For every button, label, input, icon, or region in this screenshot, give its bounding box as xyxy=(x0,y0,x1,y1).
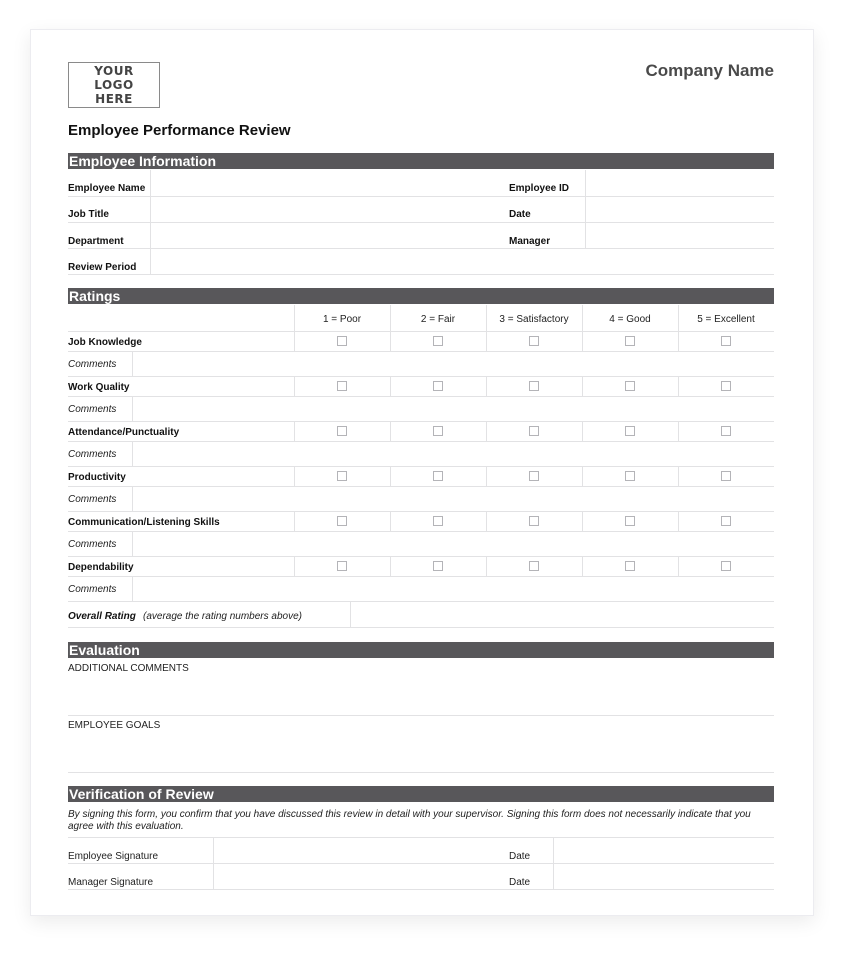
rating-checkbox[interactable] xyxy=(529,516,539,526)
ratings-column-divider xyxy=(390,466,391,486)
rating-checkbox[interactable] xyxy=(337,336,347,346)
rating-checkbox[interactable] xyxy=(433,426,443,436)
ratings-column-divider xyxy=(582,511,583,531)
ratings-column-divider xyxy=(678,556,679,576)
ratings-row-divider xyxy=(68,601,774,602)
comments-field[interactable] xyxy=(132,486,133,511)
info-row-divider xyxy=(68,196,774,197)
rating-checkbox[interactable] xyxy=(337,426,347,436)
ratings-column-divider xyxy=(678,511,679,531)
form-title: Employee Performance Review xyxy=(68,122,291,139)
manager-signature-label: Manager Signature xyxy=(68,877,154,888)
criterion-label: Attendance/Punctuality xyxy=(68,427,180,438)
criterion-label: Dependability xyxy=(68,562,134,573)
section-header-ratings: Ratings xyxy=(68,288,774,304)
rating-checkbox[interactable] xyxy=(721,516,731,526)
rating-checkbox[interactable] xyxy=(529,336,539,346)
manager-signature-date-label: Date xyxy=(509,877,531,888)
employee-signature-label: Employee Signature xyxy=(68,851,159,862)
ratings-column-divider xyxy=(294,331,295,351)
department-label: Department xyxy=(68,236,124,247)
ratings-row-divider xyxy=(68,351,774,352)
ratings-column-divider xyxy=(486,421,487,441)
ratings-row-divider xyxy=(68,441,774,442)
logo-placeholder xyxy=(68,62,160,108)
comments-label: Comments xyxy=(68,494,117,505)
ratings-column-divider xyxy=(390,331,391,351)
rating-checkbox[interactable] xyxy=(625,426,635,436)
ratings-column-divider xyxy=(486,556,487,576)
ratings-column-divider xyxy=(486,376,487,396)
ratings-column-divider xyxy=(582,376,583,396)
comments-label: Comments xyxy=(68,584,117,595)
rating-checkbox[interactable] xyxy=(529,561,539,571)
ratings-column-divider xyxy=(390,305,391,331)
rating-checkbox[interactable] xyxy=(337,561,347,571)
signature-row-divider xyxy=(68,889,774,890)
ratings-row-divider xyxy=(68,531,774,532)
signature-row-divider xyxy=(68,837,774,838)
overall-rating-note: (average the rating numbers above) xyxy=(143,611,302,622)
ratings-column-divider xyxy=(486,466,487,486)
rating-checkbox[interactable] xyxy=(625,516,635,526)
section-header-verification: Verification of Review xyxy=(68,786,774,802)
comments-label: Comments xyxy=(68,404,117,415)
manager-label: Manager xyxy=(509,236,551,247)
ratings-column-divider xyxy=(294,466,295,486)
info-row-divider xyxy=(68,222,774,223)
ratings-column-divider xyxy=(678,331,679,351)
criterion-label: Job Knowledge xyxy=(68,337,142,348)
ratings-column-divider xyxy=(294,556,295,576)
criterion-label: Productivity xyxy=(68,472,126,483)
rating-checkbox[interactable] xyxy=(337,471,347,481)
comments-field[interactable] xyxy=(132,531,133,556)
ratings-column-divider xyxy=(390,376,391,396)
ratings-column-divider xyxy=(294,376,295,396)
ratings-column-divider xyxy=(582,556,583,576)
employee-id-field[interactable] xyxy=(585,170,586,248)
additional-comments-label: ADDITIONAL COMMENTS xyxy=(68,663,189,674)
employee-name-field[interactable] xyxy=(150,170,151,274)
comments-field[interactable] xyxy=(132,396,133,421)
rating-checkbox[interactable] xyxy=(721,336,731,346)
comments-field[interactable] xyxy=(132,576,133,601)
criterion-label: Communication/Listening Skills xyxy=(68,517,220,528)
employee-name-label: Employee Name xyxy=(68,183,146,194)
ratings-column-divider xyxy=(294,305,295,331)
info-row-divider xyxy=(68,274,774,275)
rating-checkbox[interactable] xyxy=(433,561,443,571)
rating-checkbox[interactable] xyxy=(721,381,731,391)
employee-goals-field[interactable] xyxy=(68,772,774,773)
ratings-column-divider xyxy=(678,376,679,396)
ratings-column-divider xyxy=(390,421,391,441)
ratings-column-divider xyxy=(294,421,295,441)
ratings-column-divider xyxy=(582,421,583,441)
ratings-column-divider xyxy=(582,466,583,486)
rating-scale-header: 3 = Satisfactory xyxy=(499,314,569,325)
comments-label: Comments xyxy=(68,359,117,370)
overall-rating-label: Overall Rating xyxy=(68,611,136,622)
ratings-row-divider xyxy=(68,331,774,332)
rating-checkbox[interactable] xyxy=(433,516,443,526)
rating-checkbox[interactable] xyxy=(433,471,443,481)
rating-checkbox[interactable] xyxy=(625,561,635,571)
rating-scale-header: 5 = Excellent xyxy=(697,314,755,325)
verification-statement: By signing this form, you confirm that you have discussed this review in detail with your supervisor. Signing this form does not necessarily indicate that you agree with this evaluation. xyxy=(68,809,751,832)
comments-field[interactable] xyxy=(132,351,133,376)
ratings-row-divider xyxy=(68,396,774,397)
ratings-column-divider xyxy=(294,511,295,531)
date-label: Date xyxy=(509,209,531,220)
job-title-label: Job Title xyxy=(68,209,109,220)
comments-field[interactable] xyxy=(132,441,133,466)
ratings-column-divider xyxy=(582,305,583,331)
rating-checkbox[interactable] xyxy=(625,381,635,391)
ratings-row-divider xyxy=(68,466,774,467)
employee-id-label: Employee ID xyxy=(509,183,570,194)
logo-text: YOUR LOGO HERE xyxy=(94,64,134,106)
rating-scale-header: 2 = Fair xyxy=(420,314,456,325)
ratings-row-divider xyxy=(68,486,774,487)
rating-checkbox[interactable] xyxy=(721,426,731,436)
ratings-row-divider xyxy=(68,511,774,512)
overall-rating-field[interactable] xyxy=(350,601,351,627)
ratings-column-divider xyxy=(582,331,583,351)
criterion-label: Work Quality xyxy=(68,382,130,393)
signature-date-field[interactable] xyxy=(553,837,554,889)
company-name: Company Name xyxy=(645,61,774,80)
ratings-column-divider xyxy=(486,511,487,531)
ratings-column-divider xyxy=(678,466,679,486)
additional-comments-field[interactable] xyxy=(68,715,774,716)
info-row-divider xyxy=(68,248,774,249)
rating-checkbox[interactable] xyxy=(529,426,539,436)
signature-row-divider xyxy=(68,863,774,864)
section-header-evaluation: Evaluation xyxy=(68,642,774,658)
comments-label: Comments xyxy=(68,539,117,550)
rating-checkbox[interactable] xyxy=(625,336,635,346)
signature-field[interactable] xyxy=(213,837,214,889)
rating-checkbox[interactable] xyxy=(529,381,539,391)
ratings-column-divider xyxy=(678,305,679,331)
ratings-column-divider xyxy=(390,556,391,576)
rating-checkbox[interactable] xyxy=(433,381,443,391)
ratings-column-divider xyxy=(486,331,487,351)
ratings-row-divider xyxy=(68,421,774,422)
rating-checkbox[interactable] xyxy=(625,471,635,481)
rating-checkbox[interactable] xyxy=(721,561,731,571)
rating-checkbox[interactable] xyxy=(721,471,731,481)
employee-goals-label: EMPLOYEE GOALS xyxy=(68,720,161,731)
ratings-column-divider xyxy=(678,421,679,441)
rating-scale-header: 4 = Good xyxy=(609,314,651,325)
rating-checkbox[interactable] xyxy=(337,516,347,526)
comments-label: Comments xyxy=(68,449,117,460)
ratings-row-divider xyxy=(68,576,774,577)
ratings-row-divider xyxy=(68,376,774,377)
ratings-column-divider xyxy=(486,305,487,331)
rating-checkbox[interactable] xyxy=(337,381,347,391)
ratings-row-divider xyxy=(68,627,774,628)
ratings-column-divider xyxy=(390,511,391,531)
rating-checkbox[interactable] xyxy=(433,336,443,346)
rating-checkbox[interactable] xyxy=(529,471,539,481)
section-header-employee-info: Employee Information xyxy=(68,153,774,169)
employee-signature-date-label: Date xyxy=(509,851,531,862)
review-period-label: Review Period xyxy=(68,262,137,273)
ratings-row-divider xyxy=(68,556,774,557)
rating-scale-header: 1 = Poor xyxy=(322,314,362,325)
